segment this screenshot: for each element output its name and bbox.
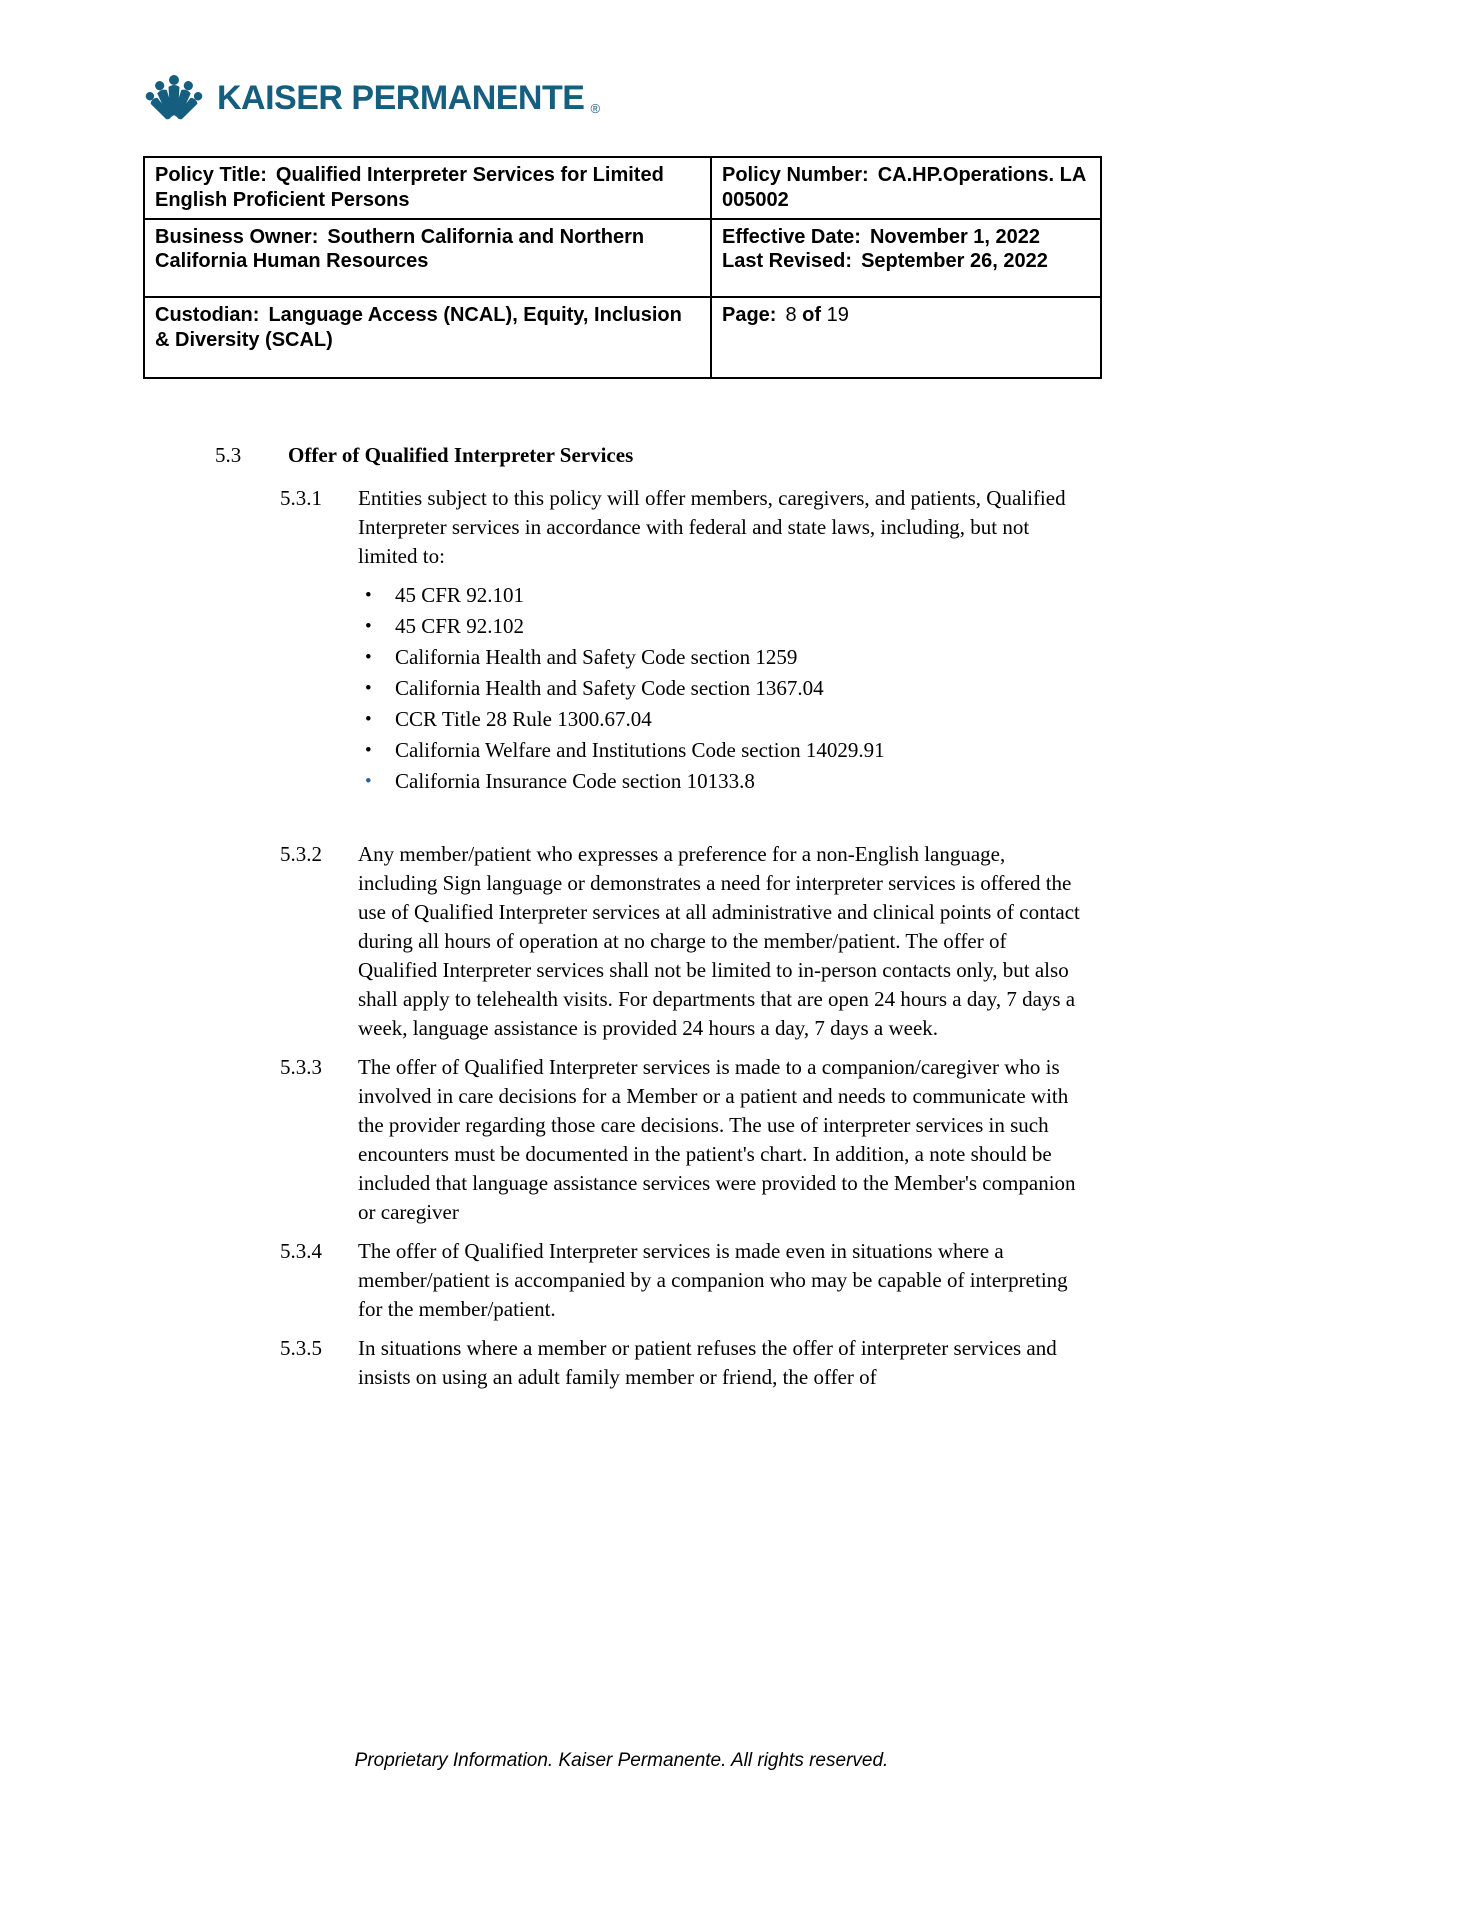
policy-item <box>280 1053 1093 1227</box>
bullet-text: 45 CFR 92.101 <box>395 582 524 607</box>
item-text: The offer of Qualified Interpreter services is made to a companion/caregiver who is involved in care decisions for a Member or a patient and needs to communicate with the provider regarding those care decisions. The use of interpreter services in such encounters must be documented in the patient's chart. In addition, a note should be included that language assistance services were provided to the Member's companion or caregiver <box>358 1054 1076 1224</box>
policy-item <box>280 1237 1093 1324</box>
field-label: Policy Number: <box>722 164 869 186</box>
field-label: Page: <box>722 304 777 327</box>
item-number: 5.3.5 <box>280 1335 322 1360</box>
bullet-item <box>365 581 1093 610</box>
section-title: Offer of Qualified Interpreter Services <box>288 442 634 467</box>
bullet-dot: • <box>365 646 372 668</box>
field-label: Policy Title: <box>155 164 267 186</box>
bullet-item <box>365 612 1093 641</box>
field-value: Language Access (NCAL), Equity, Inclusion & Diversity (SCAL) <box>155 304 682 351</box>
bullet-text: CCR Title 28 Rule 1300.67.04 <box>395 706 652 731</box>
field-value: Qualified Interpreter Services for Limited English Proficient Persons <box>155 164 664 211</box>
policy-item <box>280 484 1093 571</box>
field-label: Effective Date: <box>722 225 861 248</box>
policy-item <box>280 1334 1093 1392</box>
policy-title-cell <box>144 157 711 219</box>
bullet-dot: • <box>365 584 372 606</box>
bullet-dot: • <box>365 708 372 730</box>
bullet-text: California Welfare and Institutions Code section 14029.91 <box>395 737 885 762</box>
bullet-item <box>365 643 1093 672</box>
item-text: Entities subject to this policy will offer members, caregivers, and patients, Qualified Interpreter services in accordance with federal and state laws, including, but not limited to: <box>358 485 1066 568</box>
page-of-label: of <box>802 304 822 327</box>
bullet-item <box>365 767 1093 796</box>
item-number: 5.3.2 <box>280 841 322 866</box>
policy-body <box>143 441 1093 1392</box>
custodian-cell <box>144 297 711 378</box>
bullet-dot: • <box>365 615 372 637</box>
kp-logo <box>143 72 1484 124</box>
item-text: The offer of Qualified Interpreter services is made even in situations where a member/patient is accompanied by a companion who may be capable of interpreting for the member/patient. <box>358 1238 1068 1321</box>
item-text: In situations where a member or patient refuses the offer of interpreter services and insists on using an adult family member or friend, the offer of <box>358 1335 1057 1389</box>
brand-text: KAISER PERMANENTE <box>217 78 585 117</box>
page-cell <box>711 297 1101 378</box>
item-text: Any member/patient who expresses a preference for a non-English language, including Sign language or demonstrates a need for interpreter services is offered the use of Qualified Interpreter services at all administrative and clinical points of contact during all hours of operation at no charge to the member/patient. The offer of Qualified Interpreter services shall not be limited to in-person contacts only, but also shall apply to telehealth visits. For departments that are open 24 hours a day, 7 days a week, language assistance is provided 24 hours a day, 7 days a week. <box>358 841 1080 1040</box>
bullet-item <box>365 736 1093 765</box>
table-row <box>144 297 1101 378</box>
table-row <box>144 157 1101 219</box>
field-value: November 1, 2022 <box>869 225 1041 248</box>
item-number: 5.3.3 <box>280 1054 322 1079</box>
item-number: 5.3.1 <box>280 485 322 510</box>
field-label: Last Revised: <box>722 250 853 273</box>
bullet-dot: • <box>365 677 372 699</box>
field-label: Custodian: <box>155 304 260 327</box>
bullet-dot-last: • <box>365 770 372 792</box>
item-number: 5.3.4 <box>280 1238 322 1263</box>
table-row <box>144 219 1101 298</box>
registered-mark: ® <box>590 100 601 116</box>
field-label: Business Owner: <box>155 225 319 248</box>
bullet-text: California Insurance Code section 10133.8 <box>395 768 755 793</box>
section-number: 5.3 <box>215 442 242 467</box>
bullet-list <box>365 581 1093 796</box>
section-heading <box>215 441 1093 470</box>
field-value: CA.HP.Operations. LA 005002 <box>722 164 1086 211</box>
policy-item <box>280 840 1093 1043</box>
kp-figures-icon <box>143 73 205 123</box>
last-revised-line <box>722 249 1090 274</box>
field-value: Southern California and Northern California Human Resources <box>155 225 645 273</box>
field-value: September 26, 2022 <box>861 250 1048 273</box>
footer-text: Proprietary Information. Kaiser Permanente. All rights reserved. <box>354 1750 889 1771</box>
bullet-item <box>365 705 1093 734</box>
policy-header-table <box>143 156 1102 379</box>
page-current: 8 <box>785 304 797 327</box>
bullet-dot: • <box>365 739 372 761</box>
page-total: 19 <box>826 304 849 327</box>
effective-date-line <box>722 225 1090 250</box>
bullet-text: 45 CFR 92.102 <box>395 613 524 638</box>
bullet-text: California Health and Safety Code section 1259 <box>395 644 798 669</box>
bullet-text: California Health and Safety Code section 1367.04 <box>395 675 824 700</box>
bullet-item <box>365 674 1093 703</box>
policy-number-cell <box>711 157 1101 219</box>
business-owner-cell <box>144 219 711 298</box>
dates-cell <box>711 219 1101 298</box>
